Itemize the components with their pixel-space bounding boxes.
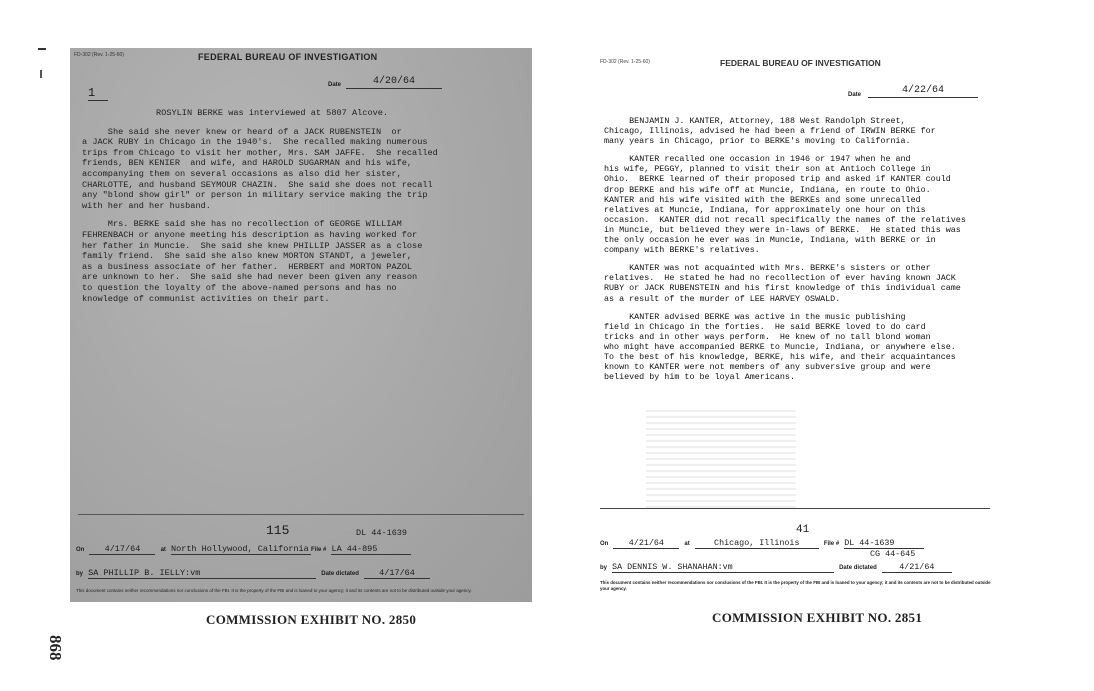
date-label: Date bbox=[848, 92, 862, 98]
on-date: 4/21/64 bbox=[613, 538, 679, 549]
dictated-date: 4/21/64 bbox=[882, 562, 952, 573]
document-header: FEDERAL BUREAU OF INVESTIGATION bbox=[720, 58, 881, 68]
file-number-1: DL 44-1639 bbox=[844, 538, 924, 549]
on-label: On bbox=[76, 547, 85, 553]
exhibit-caption: COMMISSION EXHIBIT NO. 2851 bbox=[712, 610, 923, 625]
date-label: Date bbox=[328, 82, 342, 88]
paragraph: KANTER advised BERKE was active in the music publishing field in Chicago in the forties. He said BERKE loved to do card tricks and in other ways perform. He knew of no tall blond woman who might have accompanied BERKE to Muncie, Indiana, or anywhere else. To the best of his knowledge, BERKE, his wife, and their acquaintances known to KANTER were not members of any subversive group and were believed by him to be loyal Americans. bbox=[604, 311, 956, 383]
paragraph: KANTER was not acquainted with Mrs. BERKE's sisters or other relatives. He stated he had no recollection of ever having known JACK RUBY or JACK RUBENSTEIN and his first knowledge of this individual came as a result of the murder of LEE HARVEY OSWALD. bbox=[604, 263, 961, 304]
by-label: by bbox=[76, 571, 84, 577]
by-label: by bbox=[600, 565, 608, 571]
margin-mark bbox=[40, 70, 42, 78]
file-number-2: CG 44-645 bbox=[870, 549, 916, 559]
document-date: 4/22/64 bbox=[868, 85, 978, 98]
page-number: 868 bbox=[46, 635, 65, 661]
paragraph: Mrs. BERKE said she has no recollection of GEORGE WILLIAM FEHRENBACH or anyone meeting his description as having worked for her father in Muncie. She said she knew PHILLIP JASSER as a close family friend. She said she also knew MORTON STANDT, a jeweler, as a business associate of her father. HERBERT and MORTON PAZOL are unknown to her. She said she had never been given any reason to question the loyalty of the above-named persons and has no knowledge of communist activities on their part. bbox=[82, 219, 423, 304]
paragraph: She said she never knew or heard of a JACK RUBENSTEIN or a JACK RUBY in Chicago in the 1940's. She recalled making numerous trips from Chicago to visit her mother, Mrs. SAM JAFFE. She recalled friends, BEN KENIER and wife, and HAROLD SUGARMAN and his wife, accompanying them on several occasions as also did her sister, CHARLOTTE, and husband SEYMOUR CHAZIN. She said she does not recall any "blond show girl" or person in military service making the trip with her and her husband. bbox=[82, 126, 438, 211]
exhibit-2851-document bbox=[596, 50, 994, 602]
agent-name: SA PHILLIP B. IELLY:vm bbox=[88, 568, 316, 579]
paragraph: BENJAMIN J. KANTER, Attorney, 188 West Randolph Street, Chicago, Illinois, advised he had been a friend of IRWIN BERKE for many years in Chicago, prior to BERKE's moving to California. bbox=[604, 116, 936, 147]
file-number-1: DL 44-1639 bbox=[356, 528, 408, 538]
bleed-through-text bbox=[646, 406, 796, 510]
dictated-label: Date dictated bbox=[839, 565, 877, 571]
file-label: File # bbox=[311, 547, 327, 553]
paragraph: KANTER recalled one occasion in 1946 or 1947 when he and his wife, PEGGY, planned to visit their son at Antioch College in Ohio. BERKE learned of their proposed trip and asked if KANTER could drop BERKE and his wife off at Muncie, Indiana, en route to Ohio. KANTER and his wife visited with the BERKEs and some unrecalled relatives at Muncie, Indiana, for approximately one hour on this occasion. KANTER did not recall specifically the names of the relatives in Muncie, but believed they were in-laws of BERKE. He stated this was the only occasion he ever was in Muncie, Indiana, with BERKE or in company with BERKE's relatives. bbox=[604, 154, 966, 256]
document-date: 4/20/64 bbox=[346, 76, 442, 89]
dictated-date: 4/17/64 bbox=[364, 568, 430, 579]
fine-print: This document contains neither recommendations nor conclusions of the FBI. It is the property of the FBI and is loaned to your agency; it and its contents are not to be distributed outside your agency. bbox=[600, 580, 991, 591]
on-row bbox=[76, 544, 411, 555]
margin-mark bbox=[38, 48, 46, 50]
divider bbox=[78, 514, 524, 515]
at-label: at bbox=[160, 547, 166, 553]
on-label: On bbox=[600, 541, 609, 547]
paragraph: ROSYLIN BERKE was interviewed at 5807 Alcove. bbox=[156, 108, 389, 118]
form-id: FD-302 (Rev. 1-25-60) bbox=[600, 59, 650, 65]
dictated-label: Date dictated bbox=[321, 571, 359, 577]
at-label: at bbox=[684, 541, 690, 547]
serial-number: 115 bbox=[266, 523, 290, 538]
file-label: File # bbox=[823, 541, 840, 547]
document-header: FEDERAL BUREAU OF INVESTIGATION bbox=[198, 52, 378, 62]
document-body bbox=[604, 116, 994, 390]
page-mark: 1 bbox=[88, 86, 108, 101]
on-date: 4/17/64 bbox=[89, 544, 155, 555]
on-row bbox=[600, 538, 924, 549]
exhibit-2850-document bbox=[70, 48, 532, 602]
file-number-2: LA 44-895 bbox=[331, 544, 411, 555]
document-body bbox=[82, 108, 520, 312]
serial-number: 41 bbox=[796, 524, 810, 536]
location: North Hollywood, California bbox=[171, 544, 311, 555]
agent-name: SA DENNIS W. SHANAHAN:vm bbox=[612, 562, 834, 573]
form-id: FD-302 (Rev. 1-25-60) bbox=[74, 52, 124, 58]
location: Chicago, Illinois bbox=[695, 538, 819, 549]
by-row bbox=[76, 568, 430, 579]
divider bbox=[600, 508, 990, 509]
exhibit-caption: COMMISSION EXHIBIT NO. 2850 bbox=[206, 612, 417, 627]
fine-print: This document contains neither recommendations nor conclusions of the FBI. It is the property of the FBI and is loaned to your agency; it and its contents are not to be distributed outside your agency. bbox=[76, 588, 472, 593]
by-row bbox=[600, 562, 952, 573]
